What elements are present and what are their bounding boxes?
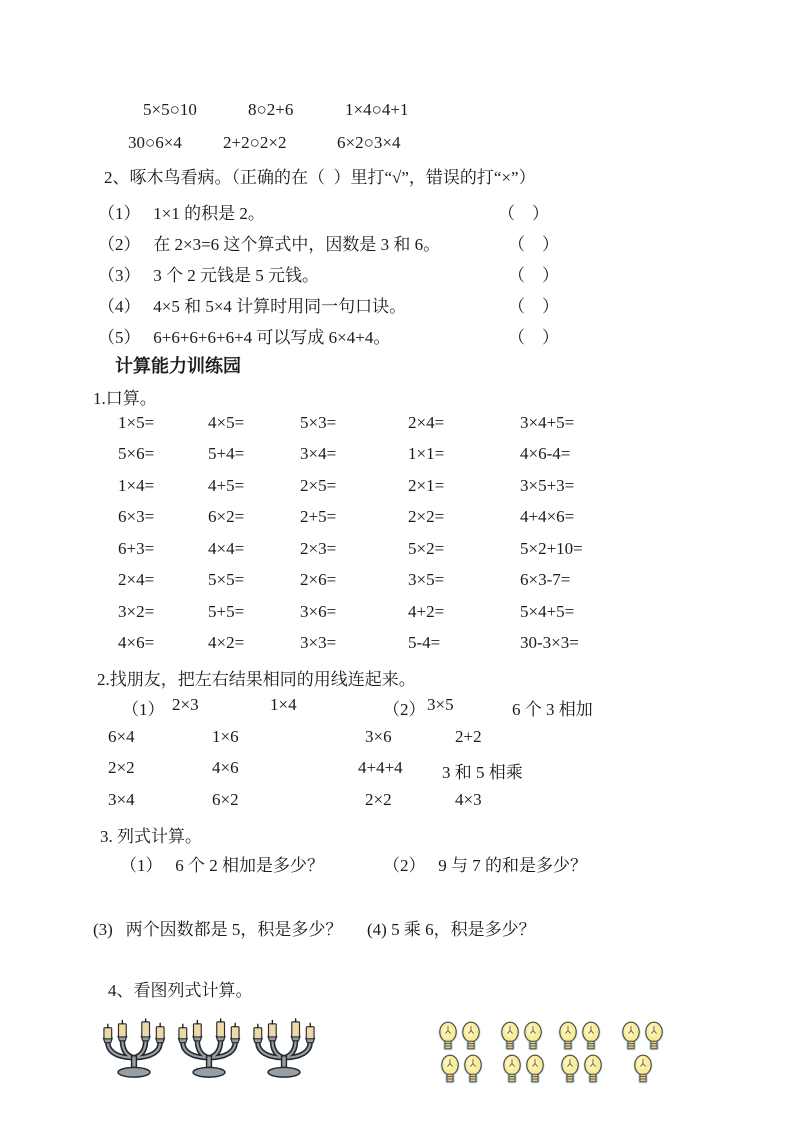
bulb-icon [440,1055,459,1084]
bulb-icon [502,1055,521,1084]
oral-calc-problem: 3×6= [300,601,337,621]
oral-calc-problem: 2×3= [300,538,337,558]
matching-item: （1） [122,700,165,719]
oral-calc-problem: 5×3= [300,413,337,432]
oral-calc-problem: 2×5= [300,475,337,495]
oral-calc-problem: 4+4×6= [520,507,575,527]
oral-calc-grid [118,413,700,665]
bulb-icon [621,1022,640,1051]
matching-item: 3×5 [427,695,454,714]
matching-item: 2×2 [365,790,392,809]
judge-item: （1） 1×1 的积是 2。 [98,204,265,223]
matching-item: 3 和 5 相乘 [442,763,523,782]
compare-expression: 30○6×4 [128,133,182,152]
bulb-icon [525,1055,544,1084]
oral-calc-problem: 2+5= [300,507,337,527]
oral-calc-problem: 4×6-4= [520,444,571,464]
oral-calc-problem: 2×4= [408,413,445,432]
bulb-icon [581,1022,600,1051]
answer-parens: （ ） [508,266,559,285]
bulb-icon [523,1022,542,1051]
bulb-icon [560,1055,579,1084]
oral-calc-problem: 1×4= [118,475,155,495]
compare-expression: 1×4○4+1 [345,100,409,119]
matching-item: 4+4+4 [358,758,403,777]
matching-item: （2） [383,700,426,719]
matching-item: 2+2 [455,727,482,746]
matching-item: 6×2 [212,790,239,809]
answer-parens: （ ） [498,204,549,223]
written-calc-header: 3. 列式计算。 [100,827,202,846]
judge-item: （5） 6+6+6+6+6+4 可以写成 6×4+4。 [98,328,391,347]
written-calc-item: (4) 5 乘 6，积是多少？ [367,920,536,939]
oral-calc-problem: 5×6= [118,444,155,464]
bulb-group [500,1021,546,1087]
oral-calc-problem: 3×4+5= [520,413,575,432]
bulb-icon [633,1055,652,1084]
matching-item: 1×4 [270,695,297,714]
oral-calc-problem: 2×1= [408,475,445,495]
bulb-icon [461,1022,480,1051]
picture-calc-header: 4、看图列式计算。 [108,981,253,1000]
oral-calc-problem: 5×5= [208,570,245,590]
matching-item: 1×6 [212,727,239,746]
oral-calc-problem: 2×6= [300,570,337,590]
oral-calc-problem: 1×5= [118,413,155,432]
bulb-group [438,1021,484,1087]
written-calc-item: （2） 9 与 7 的和是多少？ [383,856,587,875]
written-calc-item: （1） 6 个 2 相加是多少？ [120,856,324,875]
answer-parens: （ ） [508,297,559,316]
oral-calc-problem: 4×4= [208,538,245,558]
matching-item: 6×4 [108,727,135,746]
judge-item: （3） 3 个 2 元钱是 5 元钱。 [98,266,319,285]
oral-calc-problem: 30-3×3= [520,633,579,653]
oral-calc-problem: 3×2= [118,601,155,621]
bulb-group [558,1021,604,1087]
compare-expression: 8○2+6 [248,100,294,119]
compare-expression: 2+2○2×2 [223,133,287,152]
bulb-icon [438,1022,457,1051]
answer-parens: （ ） [508,235,559,254]
oral-calc-problem: 2×2= [408,507,445,527]
answer-parens: （ ） [508,328,559,347]
oral-calc-problem: 5×2+10= [520,538,583,558]
oral-calc-problem: 6×2= [208,507,245,527]
oral-calc-problem: 4×2= [208,633,245,653]
oral-calc-problem: 6×3-7= [520,570,571,590]
oral-calc-problem: 5+5= [208,601,245,621]
bulb-group [621,1021,667,1087]
matching-item: 4×6 [212,758,239,777]
matching-item: 6 个 3 相加 [512,700,593,719]
judge-section-header: 2、啄木鸟看病。（正确的在（ ）里打“√”，错误的打“×”） [104,168,536,187]
training-heading: 计算能力训练园 [115,356,241,376]
judge-item: （4） 4×5 和 5×4 计算时用同一句口诀。 [98,297,407,316]
matching-item: 2×2 [108,758,135,777]
oral-calc-problem: 6+3= [118,538,155,558]
oral-calc-problem: 1×1= [408,444,445,464]
bulb-icon [558,1022,577,1051]
oral-calc-problem: 4+2= [408,601,445,621]
oral-calc-problem: 4×6= [118,633,155,653]
bulb-icon [463,1055,482,1084]
oral-calc-problem: 5×2= [408,538,445,558]
compare-expression: 5×5○10 [143,100,197,119]
oral-calc-label: 1.口算。 [93,389,157,408]
oral-calc-problem: 3×5+3= [520,475,575,495]
candelabra-icon [100,1018,168,1082]
oral-calc-problem: 5-4= [408,633,441,653]
compare-expression: 6×2○3×4 [337,133,401,152]
judge-item: （2） 在 2×3=6 这个算式中，因数是 3 和 6。 [98,235,441,254]
matching-item: 2×3 [172,695,199,714]
oral-calc-problem: 3×3= [300,633,337,653]
bulb-icon [500,1022,519,1051]
oral-calc-problem: 5+4= [208,444,245,464]
bulb-icon [583,1055,602,1084]
oral-calc-problem: 3×5= [408,570,445,590]
matching-item: 3×6 [365,727,392,746]
written-calc-item: (3) 两个因数都是 5，积是多少？ [93,920,343,939]
candelabra-icon [175,1018,243,1082]
oral-calc-problem: 3×4= [300,444,337,464]
oral-calc-problem: 4+5= [208,475,245,495]
matching-item: 4×3 [455,790,482,809]
oral-calc-problem: 2×4= [118,570,155,590]
matching-item: 3×4 [108,790,135,809]
candelabra-icon [250,1018,318,1082]
bulb-icon [644,1022,663,1051]
matching-header: 2.找朋友，把左右结果相同的用线连起来。 [97,670,416,689]
oral-calc-problem: 5×4+5= [520,601,575,621]
oral-calc-problem: 4×5= [208,413,245,432]
oral-calc-problem: 6×3= [118,507,155,527]
